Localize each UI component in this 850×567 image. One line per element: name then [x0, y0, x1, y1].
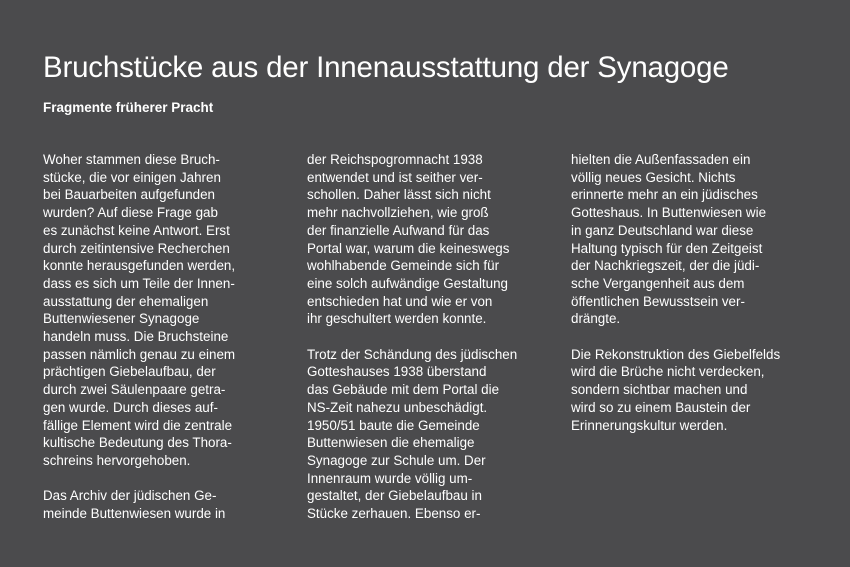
text-line: wohlhabende Gemeinde sich für	[307, 258, 500, 274]
text-line: schreins hervorgehoben.	[43, 452, 191, 468]
text-line: erinnerte mehr an ein jüdisches	[571, 187, 758, 203]
text-line: Synagoge zur Schule um. Der	[307, 452, 486, 468]
text-line: bei Bauarbeiten aufgefunden	[43, 187, 215, 203]
body-paragraph	[307, 151, 517, 328]
body-paragraph	[571, 151, 780, 328]
text-line: wird so zu einem Baustein der	[571, 399, 751, 415]
text-line: der Nachkriegszeit, der die jüdi-	[571, 258, 760, 274]
text-line: handeln muss. Die Bruchsteine	[43, 329, 229, 345]
text-line: dass es sich um Teile der Innen-	[43, 275, 235, 291]
text-line: durch zwei Säulenpaare getra-	[43, 382, 226, 398]
text-line: konnte herausgefunden werden,	[43, 258, 236, 274]
text-line: ihr geschultert werden konnte.	[307, 311, 487, 327]
text-line: Erinnerungskultur werden.	[571, 417, 728, 433]
text-line: passen nämlich genau zu einem	[43, 346, 236, 362]
text-line: hielten die Außenfassaden ein	[571, 152, 751, 167]
page-subtitle: Fragmente früherer Pracht	[43, 100, 214, 115]
text-line: Trotz der Schändung des jüdischen	[307, 346, 518, 362]
text-line: völlig neues Gesicht. Nichts	[571, 169, 736, 185]
text-line: stücke, die vor einigen Jahren	[43, 169, 221, 185]
text-line: gestaltet, der Giebelaufbau in	[307, 488, 482, 504]
text-line: gen wurde. Durch dieses auf-	[43, 399, 218, 415]
text-line: Innenraum wurde völlig um-	[307, 470, 473, 486]
body-paragraph	[571, 346, 780, 435]
text-line: entwendet und ist seither ver-	[307, 169, 483, 185]
text-line: mehr nachvollziehen, wie groß	[307, 205, 489, 221]
text-line: kultische Bedeutung des Thora-	[43, 435, 232, 451]
text-line: meinde Buttenwiesen wurde in	[43, 506, 226, 522]
body-paragraph	[307, 346, 517, 523]
text-column-3	[571, 151, 780, 434]
text-column-2	[307, 151, 517, 523]
text-line: prächtigen Giebelaufbau, der	[43, 364, 216, 380]
text-line: ausstattung der ehemaligen	[43, 293, 209, 309]
text-line: NS-Zeit nahezu unbeschädigt.	[307, 399, 488, 415]
text-line: 1950/51 baute die Gemeinde	[307, 417, 480, 433]
text-line: Buttenwiesen die ehemalige	[307, 435, 475, 451]
text-column-1	[43, 151, 235, 523]
text-line: wurden? Auf diese Frage gab	[43, 205, 218, 221]
text-line: öffentlichen Bewusstsein ver-	[571, 293, 745, 309]
text-line: Gotteshauses 1938 überstand	[307, 364, 487, 380]
body-paragraph	[43, 151, 235, 470]
text-line: entschieden hat und wie er von	[307, 293, 493, 309]
text-line: eine solch aufwändige Gestaltung	[307, 275, 508, 291]
text-line: Woher stammen diese Bruch-	[43, 152, 220, 167]
text-line: Gotteshaus. In Buttenwiesen wie	[571, 205, 767, 221]
text-line: durch zeitintensive Recherchen	[43, 240, 230, 256]
text-line: schollen. Daher lässt sich nicht	[307, 187, 491, 203]
text-line: in ganz Deutschland war diese	[571, 222, 754, 238]
text-line: Portal war, warum die keineswegs	[307, 240, 510, 256]
text-line: der Reichspogromnacht 1938	[307, 152, 483, 167]
text-line: fällige Element wird die zentrale	[43, 417, 233, 433]
page-title: Bruchstücke aus der Innenausstattung der Synagoge	[43, 51, 729, 84]
text-line: der finanzielle Aufwand für das	[307, 222, 490, 238]
text-line: sondern sichtbar machen und	[571, 382, 748, 398]
text-line: Die Rekonstruktion des Giebelfelds	[571, 346, 781, 362]
text-line: das Gebäude mit dem Portal die	[307, 382, 500, 398]
text-line: wird die Brüche nicht verdecken,	[571, 364, 765, 380]
text-line: Das Archiv der jüdischen Ge-	[43, 488, 217, 504]
body-paragraph	[43, 487, 235, 522]
text-line: Stücke zerhauen. Ebenso er-	[307, 506, 481, 522]
text-line: drängte.	[571, 311, 621, 327]
text-line: es zunächst keine Antwort. Erst	[43, 222, 230, 238]
text-line: Buttenwiesener Synagoge	[43, 311, 200, 327]
text-line: Haltung typisch für den Zeitgeist	[571, 240, 763, 256]
text-line: sche Vergangenheit aus dem	[571, 275, 745, 291]
